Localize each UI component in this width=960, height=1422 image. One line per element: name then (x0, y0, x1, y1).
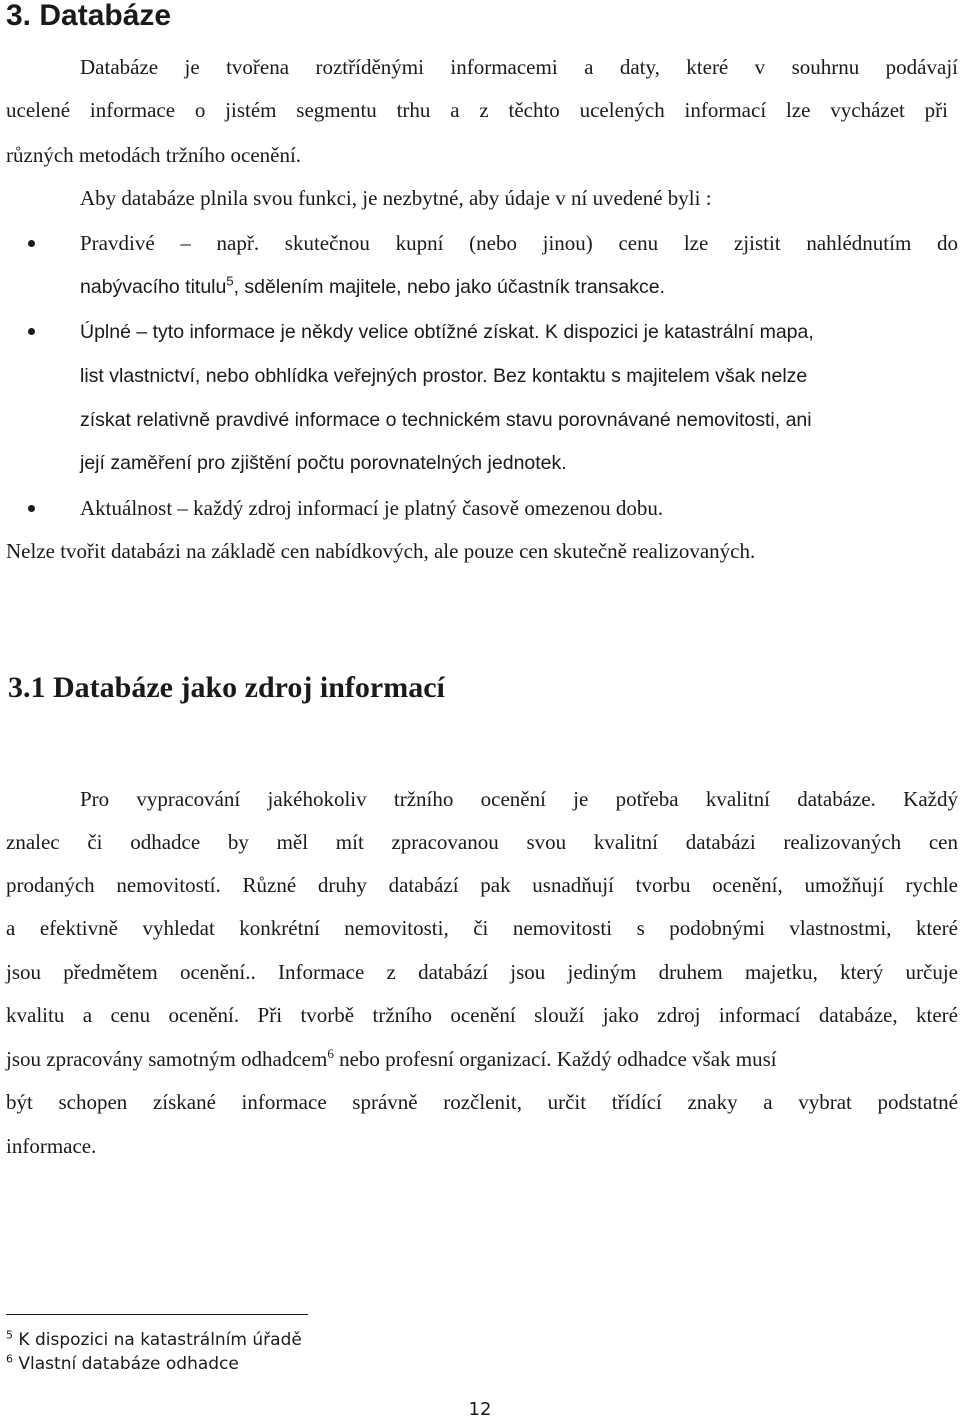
footnote-5: $^5$ K dispozici na katastrálním úřadě (6, 1328, 302, 1350)
para2-line-4: a efektivně vyhledat konkrétní nemovitosti, či nemovitosti s podobnými vlastnostmi, které (6, 916, 958, 940)
bullet-uplne-line-1: Úplné – tyto informace je někdy velice obtížné získat. K dispozici je katastrální mapa, (80, 321, 814, 343)
bullet-pravdive-line-1: Pravdivé – např. skutečnou kupní (nebo jinou) cenu lze zjistit nahlédnutím do (80, 231, 958, 255)
intro-line-1: Databáze je tvořena roztříděnými informacemi a daty, které v souhrnu podávají (80, 55, 958, 79)
section-heading: 3. Databáze (6, 0, 172, 32)
para2-line-5: jsou předmětem ocenění.. Informace z databází jsou jediným druhem majetku, který určuje (6, 960, 958, 984)
intro-line-4: Aby databáze plnila svou funkci, je nezbytné, aby údaje v ní uvedené byli : (80, 186, 712, 210)
para2-line-6: kvalitu a cenu ocenění. Při tvorbě tržního ocenění slouží jako zdroj informací databáze, které (6, 1003, 958, 1027)
bullet-uplne-line-2: list vlastnictví, nebo obhlídka veřejných prostor. Bez kontaktu s majitelem však nelze (80, 365, 808, 387)
para2-line-8: být schopen získané informace správně rozčlenit, určit třídící znaky a vybrat podstatné (6, 1090, 958, 1114)
bullet-uplne-line-3: získat relativně pravdivé informace o technickém stavu porovnávané nemovitosti, ani (80, 409, 812, 431)
footnote-ref-5: 5 (226, 273, 234, 289)
intro-line-2: ucelené informace o jistém segmentu trhu a z těchto ucelených informací lze vycházet při (6, 98, 948, 122)
bullet-uplne-line-4: její zaměření pro zjištění počtu porovnatelných jednotek. (80, 452, 567, 474)
para2-line-2: znalec či odhadce by měl mít zpracovanou svou kvalitní databázi realizovaných cen (6, 830, 958, 854)
footnote-6: $^6$ Vlastní databáze odhadce (6, 1352, 239, 1374)
closing-sentence: Nelze tvořit databázi na základě cen nabídkových, ale pouze cen skutečně realizovaných. (6, 539, 756, 563)
para2-line-3: prodaných nemovitostí. Různé druhy databází pak usnadňují tvorbu ocenění, umožňují rychle (6, 873, 958, 897)
footnote-ref-6: 6 (327, 1046, 334, 1061)
bullet-aktualnost-line-1: Aktuálnost – každý zdroj informací je platný časově omezenou dobu. (80, 496, 664, 520)
bullet-dot-icon (28, 505, 35, 512)
page-number: 12 (468, 1399, 492, 1420)
bullet-dot-icon (28, 328, 35, 335)
bullet-pravdive-line-2: nabývacího titulu$^5$, sdělením majitele, nebo jako účastník transakce. (80, 273, 665, 298)
para2-line-7: jsou zpracovány samotným odhadcem$^6$ nebo profesní organizací. Každý odhadce však musí (6, 1046, 777, 1071)
para2-line-1: Pro vypracování jakéhokoliv tržního ocenění je potřeba kvalitní databáze. Každý (80, 787, 958, 811)
intro-line-3: různých metodách tržního ocenění. (6, 143, 302, 167)
bullet-dot-icon (28, 240, 35, 247)
para2-line-9: informace. (6, 1134, 97, 1158)
footnote-separator (6, 1314, 308, 1315)
subsection-heading: 3.1 Databáze jako zdroj informací (8, 671, 445, 704)
